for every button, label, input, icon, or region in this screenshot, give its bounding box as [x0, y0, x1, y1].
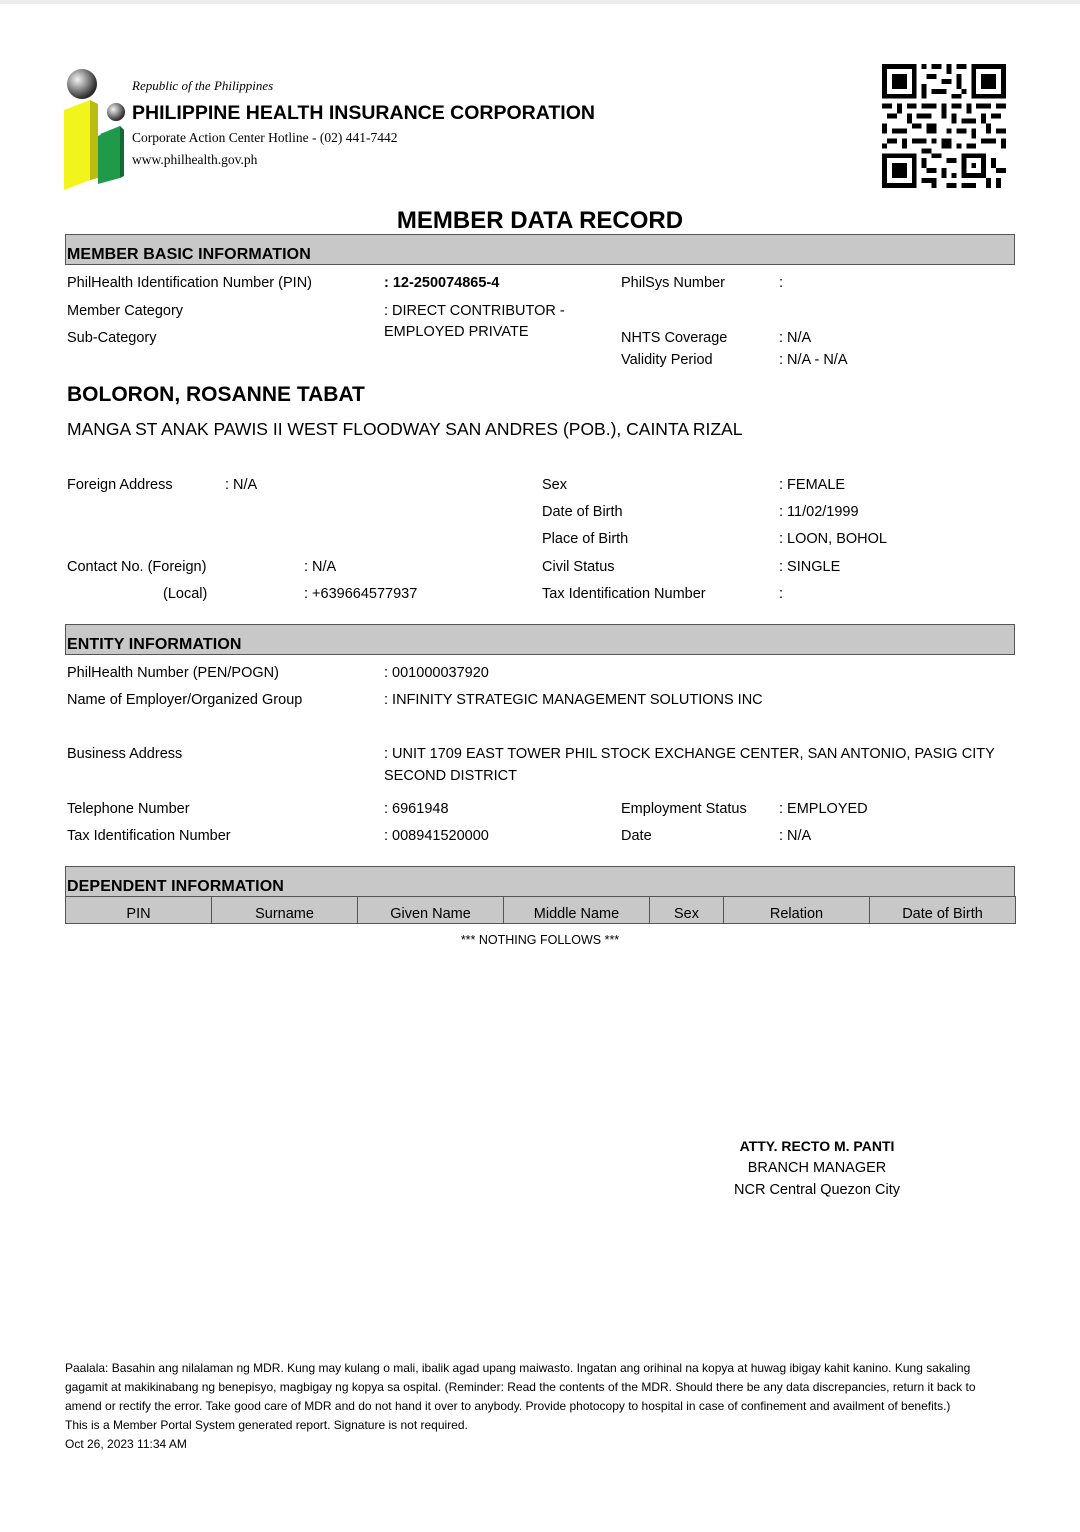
entity-section-title: ENTITY INFORMATION: [67, 636, 242, 653]
philhealth-logo-icon: [62, 68, 126, 194]
col-header-pin: PIN: [66, 897, 212, 924]
date-value: : N/A: [779, 828, 812, 844]
website-link[interactable]: www.philhealth.gov.ph: [132, 152, 258, 167]
employer-value: : INFINITY STRATEGIC MANAGEMENT SOLUTIONS INC: [384, 692, 763, 708]
entity-tin-value: : 008941520000: [384, 828, 489, 844]
category-value-line1: : DIRECT CONTRIBUTOR -: [384, 303, 565, 319]
footer-generated-note: This is a Member Portal System generated report. Signature is not required.: [65, 1418, 468, 1432]
dependent-table-header-row: [66, 897, 1016, 924]
page-title: MEMBER DATA RECORD: [396, 207, 684, 234]
business-address-line1: : UNIT 1709 EAST TOWER PHIL STOCK EXCHANGE CENTER, SAN ANTONIO, PASIG CITY: [384, 746, 995, 762]
subcategory-label: Sub-Category: [67, 330, 157, 346]
col-header-sex: Sex: [650, 897, 724, 924]
dob-value: : 11/02/1999: [779, 504, 859, 520]
footer-timestamp: Oct 26, 2023 11:34 AM: [65, 1437, 187, 1451]
entity-tin-label: Tax Identification Number: [67, 828, 231, 844]
signatory-position: BRANCH MANAGER: [747, 1160, 887, 1176]
signatory-name: ATTY. RECTO M. PANTI: [739, 1138, 895, 1154]
col-header-relation: Relation: [724, 897, 870, 924]
org-name: PHILIPPINE HEALTH INSURANCE CORPORATION: [132, 102, 595, 124]
sex-label: Sex: [542, 477, 567, 493]
entity-section-header: [65, 624, 1015, 655]
member-basic-section-title: MEMBER BASIC INFORMATION: [67, 246, 311, 263]
member-name: BOLORON, ROSANNE TABAT: [67, 383, 365, 406]
date-label: Date: [621, 828, 652, 844]
top-edge: [0, 0, 1080, 4]
pin-value: : 12-250074865-4: [384, 275, 500, 291]
nothing-follows-text: *** NOTHING FOLLOWS ***: [460, 933, 620, 947]
philsys-value: :: [779, 275, 784, 291]
footer-reminder: Paalala: Basahin ang nilalaman ng MDR. Kung may kulang o mali, ibalik agad upang maiwasto. Ingatan ang orihinal na kopya at huwag ibigay kahit kanino. Kung sakaling gagamit at makikinabang ng benepisyo, magbigay ng kopya sa ospital. (Reminder: Read the contents of the MDR. Should there be any data discrepancies, return it back to amend or rectify the error. Take good care of MDR and do not hand it over to anybody. Provide photocopy to hospital in case of confinement and availment of benefits.): [65, 1361, 976, 1413]
hotline-text: Corporate Action Center Hotline - (02) 441-7442: [132, 130, 398, 145]
validity-label: Validity Period: [621, 352, 713, 368]
philsys-label: PhilSys Number: [621, 275, 725, 291]
employment-status-label: Employment Status: [621, 801, 747, 817]
col-header-date-of-birth: Date of Birth: [870, 897, 1016, 924]
pen-label: PhilHealth Number (PEN/POGN): [67, 665, 279, 681]
category-value-line2: EMPLOYED PRIVATE: [384, 324, 529, 340]
nhts-label: NHTS Coverage: [621, 330, 728, 346]
col-header-middle-name: Middle Name: [504, 897, 650, 924]
pob-label: Place of Birth: [542, 531, 629, 547]
dependent-section-header: [65, 866, 1015, 897]
telephone-value: : 6961948: [384, 801, 449, 817]
dependent-section-title: DEPENDENT INFORMATION: [67, 878, 284, 895]
civil-status-label: Civil Status: [542, 559, 615, 575]
member-basic-section-header: [65, 234, 1015, 265]
telephone-label: Telephone Number: [67, 801, 190, 817]
contact-local-value: : +639664577937: [304, 586, 418, 602]
qr-code-icon: [882, 64, 1006, 188]
member-tin-label: Tax Identification Number: [542, 586, 706, 602]
nhts-value: : N/A: [779, 330, 812, 346]
signatory-office: NCR Central Quezon City: [734, 1182, 900, 1198]
dependent-table: [65, 896, 1016, 924]
member-address: MANGA ST ANAK PAWIS II WEST FLOODWAY SAN ANDRES (POB.), CAINTA RIZAL: [67, 419, 743, 439]
republic-text: Republic of the Philippines: [132, 78, 274, 93]
category-label: Member Category: [67, 303, 184, 319]
employer-label: Name of Employer/Organized Group: [67, 692, 303, 708]
member-tin-value: :: [779, 586, 784, 602]
pen-value: : 001000037920: [384, 665, 489, 681]
business-address-line2: SECOND DISTRICT: [384, 768, 517, 784]
footer: [65, 1359, 995, 1454]
dob-label: Date of Birth: [542, 504, 623, 520]
civil-status-value: : SINGLE: [779, 559, 841, 575]
sex-value: : FEMALE: [779, 477, 846, 493]
col-header-given-name: Given Name: [358, 897, 504, 924]
col-header-surname: Surname: [212, 897, 358, 924]
business-address-label: Business Address: [67, 746, 183, 762]
employment-status-value: : EMPLOYED: [779, 801, 868, 817]
foreign-address-value: : N/A: [225, 477, 258, 493]
foreign-address-label: Foreign Address: [67, 477, 173, 493]
validity-value: : N/A - N/A: [779, 352, 848, 368]
contact-foreign-label: Contact No. (Foreign): [67, 559, 207, 575]
contact-local-label: (Local): [163, 586, 208, 602]
contact-foreign-value: : N/A: [304, 559, 337, 575]
pob-value: : LOON, BOHOL: [779, 531, 887, 547]
pin-label: PhilHealth Identification Number (PIN): [67, 275, 312, 291]
